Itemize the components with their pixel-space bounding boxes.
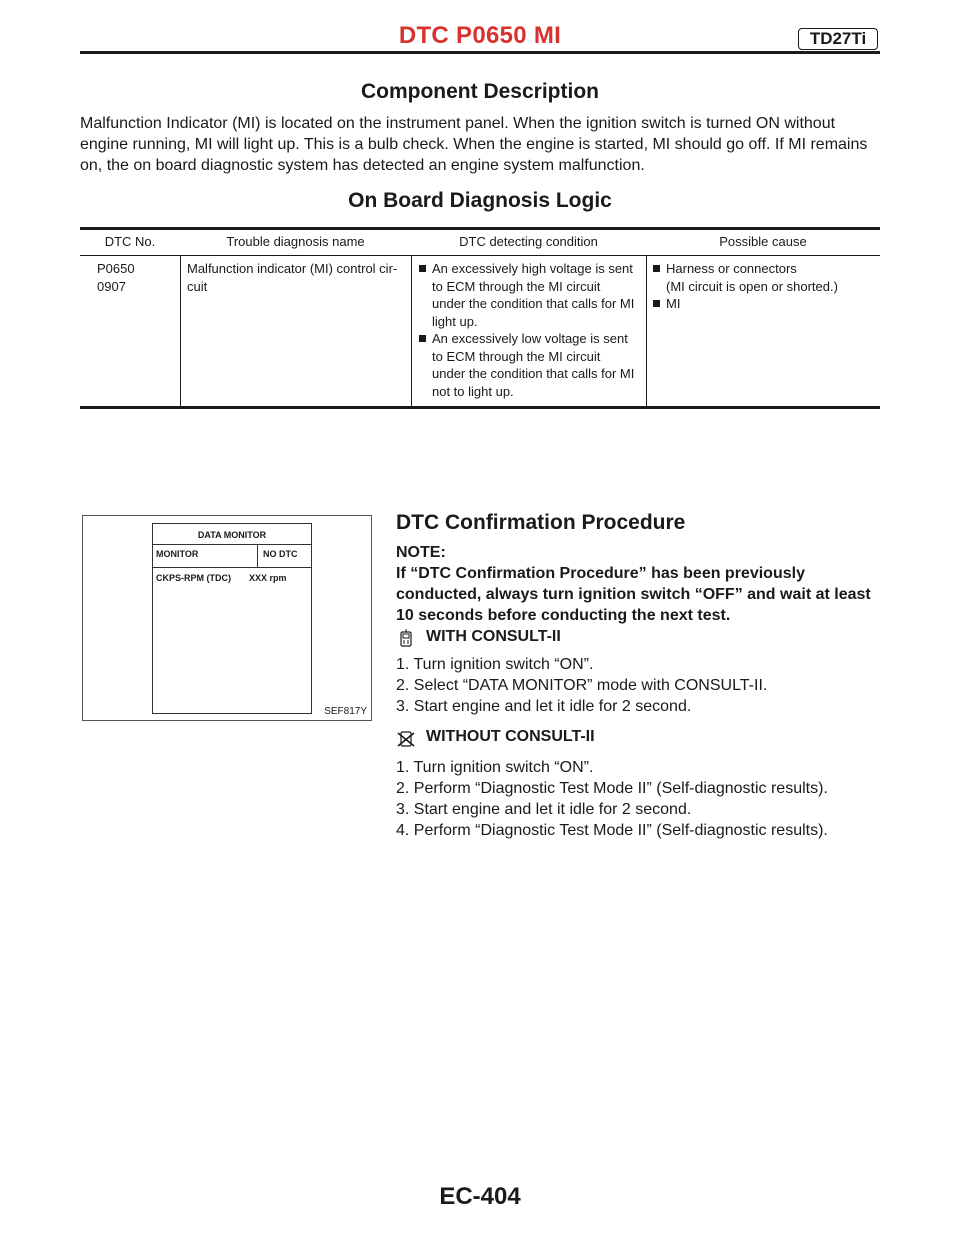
engine-model-badge: TD27Ti <box>798 28 878 50</box>
screen-title: DATA MONITOR <box>197 530 267 540</box>
description-line: Malfunction Indicator (MI) is located on the instrument panel. When the ignition switch is turned ON without <box>80 115 836 132</box>
description-line: engine running, MI will light up. This is a bulb check. When the engine is started, MI should go off. If MI remains <box>80 136 868 153</box>
figure-code: SEF817Y <box>324 706 367 717</box>
screen-divider <box>153 544 311 545</box>
bullet-icon <box>653 265 660 272</box>
condition-item <box>418 330 646 400</box>
data-monitor-figure <box>82 515 372 721</box>
condition-line: An excessively high voltage is sent <box>432 261 633 276</box>
cause-line: Harness or connectors <box>666 261 797 276</box>
consult-screen <box>152 523 312 714</box>
procedure-step: 2. Perform “Diagnostic Test Mode II” (Self-diagnostic results). <box>396 780 828 797</box>
without-consult-title: WITHOUT CONSULT-II <box>426 728 595 745</box>
table-header-rule <box>80 255 880 256</box>
table-bottom-rule <box>80 406 880 409</box>
condition-line: under the condition that calls for MI <box>432 296 635 311</box>
table-top-rule <box>80 227 880 230</box>
dtc-code: 0907 <box>97 278 126 294</box>
procedure-step: 1. Turn ignition switch “ON”. <box>396 656 594 673</box>
condition-line: light up. <box>432 313 478 329</box>
description-line: on, the on board diagnostic system has detected an engine system malfunction. <box>80 157 645 174</box>
header-rule <box>80 51 880 54</box>
condition-line: not to light up. <box>432 383 514 399</box>
note-line: conducted, always turn ignition switch “OFF” and wait at least <box>396 586 871 603</box>
procedure-step: 4. Perform “Diagnostic Test Mode II” (Self-diagnostic results). <box>396 822 828 839</box>
monitor-item-label: CKPS-RPM (TDC) <box>156 573 231 583</box>
page-number: EC-404 <box>439 1183 521 1210</box>
column-header-cause: Possible cause <box>719 234 807 249</box>
no-tester-icon <box>396 729 416 749</box>
with-consult-heading <box>396 628 696 652</box>
cause-item <box>652 295 878 313</box>
note-line: If “DTC Confirmation Procedure” has been previously <box>396 565 805 582</box>
bullet-icon <box>653 300 660 307</box>
with-consult-title: WITH CONSULT-II <box>426 628 561 645</box>
consult-tester-icon <box>396 629 416 649</box>
table-column-divider <box>180 255 181 407</box>
screen-column-divider <box>257 544 258 567</box>
component-description-text <box>80 113 890 176</box>
trouble-name-line: Malfunction indicator (MI) control cir- <box>187 261 398 276</box>
without-consult-steps <box>396 757 828 841</box>
trouble-name-line: cuit <box>187 278 208 294</box>
cause-item <box>652 260 878 295</box>
bullet-icon <box>419 265 426 272</box>
table-column-divider <box>411 255 412 407</box>
obd-logic-heading: On Board Diagnosis Logic <box>348 189 612 212</box>
column-header-dtc-no: DTC No. <box>104 234 156 249</box>
column-header-name: Trouble diagnosis name <box>226 234 365 249</box>
procedure-step: 2. Select “DATA MONITOR” mode with CONSULT-II. <box>396 677 768 694</box>
detecting-condition-cell <box>418 260 646 400</box>
monitor-item-value: XXX rpm <box>249 573 287 583</box>
procedure-heading: DTC Confirmation Procedure <box>396 511 686 534</box>
cause-line: (MI circuit is open or shorted.) <box>666 278 838 294</box>
condition-line: to ECM through the MI circuit <box>432 278 601 294</box>
screen-column-status: NO DTC <box>263 549 298 559</box>
condition-item <box>418 260 646 330</box>
without-consult-heading <box>396 728 696 752</box>
screen-divider <box>153 567 311 568</box>
procedure-note <box>396 542 886 626</box>
dtc-number: P0650 <box>97 261 135 276</box>
trouble-name-cell <box>187 260 409 295</box>
procedure-step: 3. Start engine and let it idle for 2 second. <box>396 698 692 715</box>
condition-line: to ECM through the MI circuit <box>432 348 601 364</box>
note-line: 10 seconds before conducting the next test. <box>396 607 731 624</box>
procedure-step: 1. Turn ignition switch “ON”. <box>396 759 594 776</box>
dtc-number-cell <box>97 260 177 295</box>
bullet-icon <box>419 335 426 342</box>
with-consult-steps <box>396 654 767 717</box>
condition-line: under the condition that calls for MI <box>432 366 635 381</box>
table-column-divider <box>646 255 647 407</box>
page-header-title: DTC P0650 MI <box>398 22 562 49</box>
procedure-step: 3. Start engine and let it idle for 2 second. <box>396 801 692 818</box>
obd-logic-table <box>80 227 880 409</box>
component-description-heading: Component Description <box>360 80 599 103</box>
condition-line: An excessively low voltage is sent <box>432 331 628 346</box>
possible-cause-cell <box>652 260 878 313</box>
cause-line: MI <box>666 296 681 311</box>
note-label: NOTE: <box>396 544 446 561</box>
screen-column-monitor: MONITOR <box>156 549 199 559</box>
column-header-condition: DTC detecting condition <box>459 234 598 249</box>
